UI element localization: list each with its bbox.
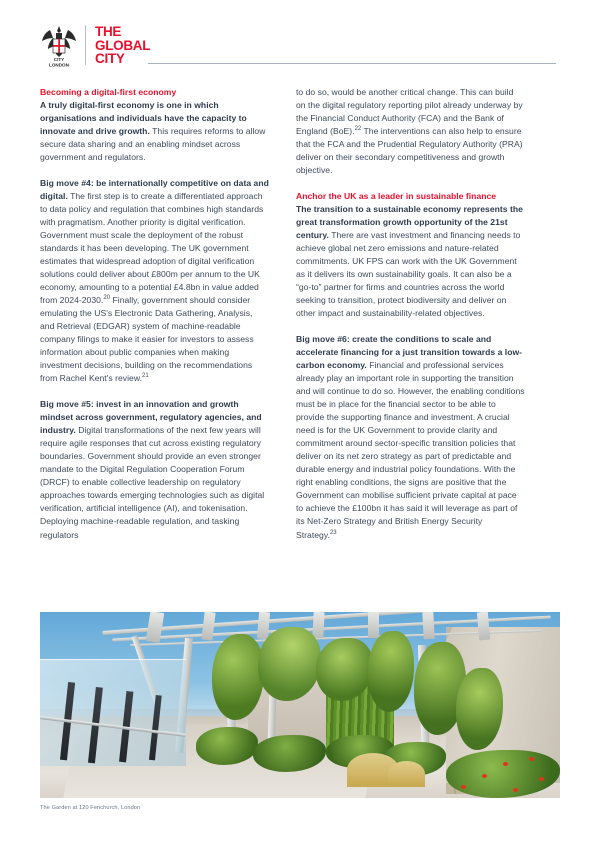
photo-pergola-rafter <box>312 612 324 638</box>
paragraph-continuation-part2: The interventions can also help to ensure that the FCA and the Prudential Regulatory Authority (PRA) deliver on their secondary competitiveness and growth objective. <box>296 126 523 176</box>
footnote-ref-23: 23 <box>329 529 337 536</box>
logo-divider <box>85 25 86 65</box>
footnote-ref-20: 20 <box>103 295 111 302</box>
crest-text-city: CITY <box>53 57 65 62</box>
brand-logo <box>40 24 150 70</box>
left-column <box>40 86 269 542</box>
photo-pergola-rafter <box>201 612 215 640</box>
figure-caption: The Garden at 120 Fenchurch, London <box>40 805 141 811</box>
paragraph-continuation-part1: to do so, would be another critical change. This can build on the digital regulatory reporting pilot already underway by the Financial Conduct Authority (FCA) and the Bank of England (BoE). <box>296 87 523 137</box>
run-in-heading-big-move-6: Big move #6: create the conditions to scale and accelerate financing for a just transition towards a low-carbon economy. <box>296 334 523 371</box>
photo-ornamental-grass <box>388 761 424 787</box>
wordmark-line-2: GLOBAL <box>95 37 151 53</box>
paragraph-sustainable-finance-rest: There are vast investment and financing needs to achieve global net zero emissions and nature-related commitments. UK FPS can work with the UK Government as it delivers its own sustainability goals. It can also be a “go-to” partner for firms and countries across the world seeking to transition, protect biodiversity and deliver on other impact and sustainability-related objectives. <box>296 230 521 319</box>
paragraph-big-move-4-text: The first step is to create a differentiated approach to data policy and regulation that combines high standards with pragmatism. Another priority is digital verification. Government must scale the deployment of the robust standards it has been developing. The UK government estimates that widespread adoption of digital verification solutions could deliver about £800m per annum to the UK economy, amounting to a potential £4.8bn in value added from 2024-2030. <box>40 191 264 306</box>
figure-rooftop-garden <box>40 612 560 811</box>
photo-pergola-rafter <box>368 612 379 638</box>
photo-glass-balustrade <box>40 659 186 767</box>
city-of-london-crest-icon <box>40 24 78 68</box>
photo-pergola-rafter <box>476 612 489 640</box>
run-in-heading-big-move-4: Big move #4: be internationally competitive on data and digital. <box>40 178 269 202</box>
run-in-heading-big-move-5: Big move #5: invest in an innovation and growth mindset across government, regulatory agencies, and industry. <box>40 399 262 436</box>
photo-rooftop-garden <box>40 612 560 798</box>
photo-pergola-rafter <box>422 612 434 639</box>
paragraph-big-move-6-text: Financial and professional services already play an important role in supporting the transition and will continue to do so. However, the enabling conditions must be in place for the financial sector to be able to provide the supporting finance and investment. A crucial need is for the UK Government to provide clarity and commitment around sector-specific transition policies that deliver on its net zero strategy as part of predictable and durable energy and industrial policy foundations. With the right enabling conditions, the signs are positive that the Government can mobilise sufficient private capital at pace to achieve the £100bn it has said it will leverage as part of its Net-Zero Strategy and British Energy Security Strategy. <box>296 360 525 540</box>
right-column <box>296 86 525 542</box>
crest-text-london: LONDON <box>49 62 69 68</box>
photo-red-flower <box>529 757 534 761</box>
section-heading-sustainable-finance: Anchor the UK as a leader in sustainable finance <box>296 191 497 202</box>
lead-sentence-digital-first: A truly digital-first economy is one in which organisations and individuals have the capacity to innovate and drive growth. <box>40 100 247 137</box>
footnote-ref-21: 21 <box>141 373 149 380</box>
photo-red-flower <box>482 774 487 778</box>
paragraph-big-move-5 <box>40 398 269 541</box>
paragraph-continuation <box>296 86 525 177</box>
paragraph-big-move-4-text-cont: Finally, government should consider emulating the US's Electronic Data Gathering, Analysis, and Retrieval (EDGAR) system of machine-readable company filings to make it easier for investors to assess information about public companies when making investment decisions, building on the recommendations from Rachel Kent's review. <box>40 295 254 384</box>
lead-sentence-sustainable-finance: The transition to a sustainable economy represents the great transformation growth opportunity of the 21st century. <box>296 204 523 241</box>
footnote-ref-22: 22 <box>354 126 362 133</box>
article-body <box>40 86 560 598</box>
wordmark-line-1: THE <box>95 24 122 39</box>
paragraph-big-move-4 <box>40 177 269 385</box>
the-global-city-wordmark <box>95 24 150 66</box>
paragraph-big-move-5-text: Digital transformations of the next few years will require agile responses that cut across existing regulatory boundaries. Government should provide an even stronger mandate to the Digital Regulation Cooperation Forum (DRCF) to enable collective leadership on regulatory approaches towards emerging technologies such as digital verification, artificial intelligence (AI), and tokenisation. Deploying machine-readable regulation, and tasking regulators <box>40 425 265 540</box>
paragraph-digital-first-rest: This requires reforms to allow secure data sharing and an enabling mindset across government and regulators. <box>40 126 266 163</box>
header-divider-rule <box>148 63 556 64</box>
section-heading-digital-first: Becoming a digital-first economy <box>40 87 177 97</box>
paragraph-digital-first <box>40 86 269 164</box>
wordmark-line-3: CITY <box>95 51 125 67</box>
paragraph-big-move-6 <box>296 333 525 541</box>
page-header <box>0 0 600 78</box>
paragraph-sustainable-finance <box>296 190 525 320</box>
